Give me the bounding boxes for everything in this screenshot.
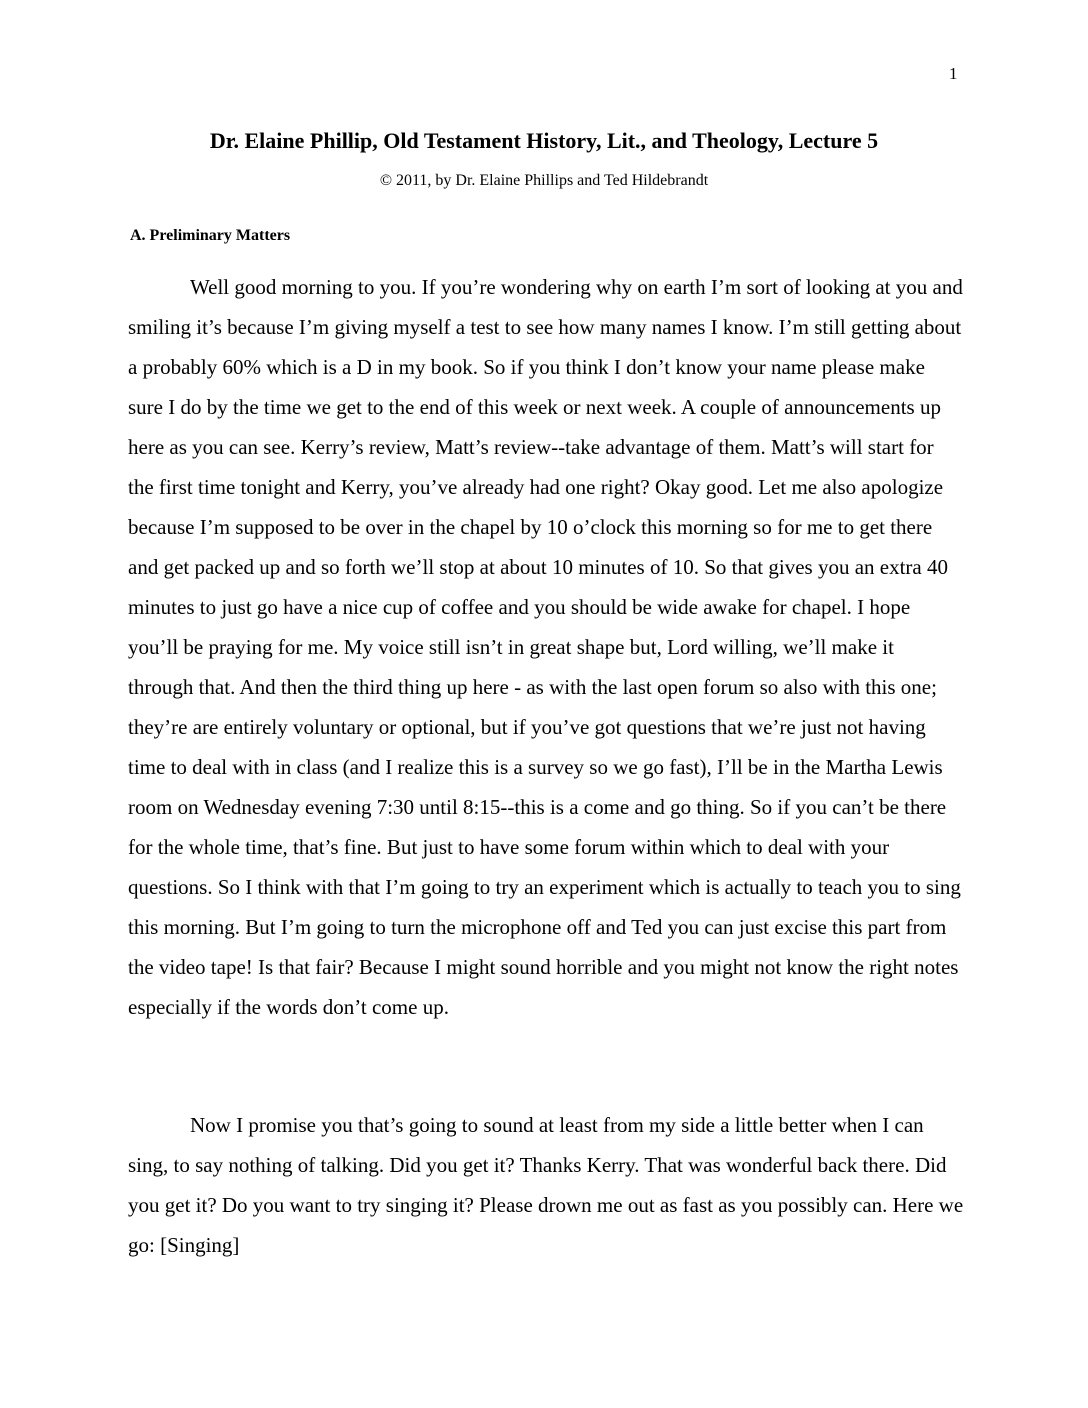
body-paragraph: Well good morning to you. If you’re wondering why on earth I’m sort of looking at you and smiling it’s because I’m giving myself a test to see how many names I know. I’m still getting about a probably 60% which is a D in my book. So if you think I don’t know your name please make sure I do by the time we get to the end of this week or next week. A couple of announcements up here as you can see. Kerry’s review, Matt’s review--take advantage of them. Matt’s will start for the first time tonight and Kerry, you’ve already had one right? Okay good. Let me also apologize because I’m supposed to be over in the chapel by 10 o’clock this morning so for me to get there and get packed up and so forth we’ll stop at about 10 minutes of 10. So that gives you an extra 40 minutes to just go have a nice cup of coffee and you should be wide awake for chapel. I hope you’ll be praying for me. My voice still isn’t in great shape but, Lord willing, we’ll make it through that. And then the third thing up here - as with the last open forum so also with this one; they’re are entirely voluntary or optional, but if you’ve got questions that we’re just not having time to deal with in class (and I realize this is a survey so we go fast), I’ll be in the Martha Lewis room on Wednesday evening 7:30 until 8:15--this is a come and go thing. So if you can’t be there for the whole time, that’s fine. But just to have some forum within which to deal with your questions. So I think with that I’m going to try an experiment which is actually to teach you to sing this morning. But I’m going to turn the microphone off and Ted you can just excise this part from the video tape! Is that fair? Because I might sound horrible and you might not know the right notes especially if the words don’t come up.	[128, 275, 963, 1019]
page-number: 1	[949, 64, 958, 83]
section-heading: A. Preliminary Matters	[130, 227, 291, 244]
document-title: Dr. Elaine Phillip, Old Testament History, Lit., and Theology, Lecture 5	[209, 128, 879, 153]
body-paragraph: Now I promise you that’s going to sound at least from my side a little better when I can sing, to say nothing of talking. Did you get it? Thanks Kerry. That was wonderful back there. Did you get it? Do you want to try singing it? Please drown me out as fast as you possibly can. Here we go: [Singing]	[128, 1113, 964, 1257]
copyright-line: © 2011, by Dr. Elaine Phillips and Ted Hildebrandt	[379, 172, 709, 189]
